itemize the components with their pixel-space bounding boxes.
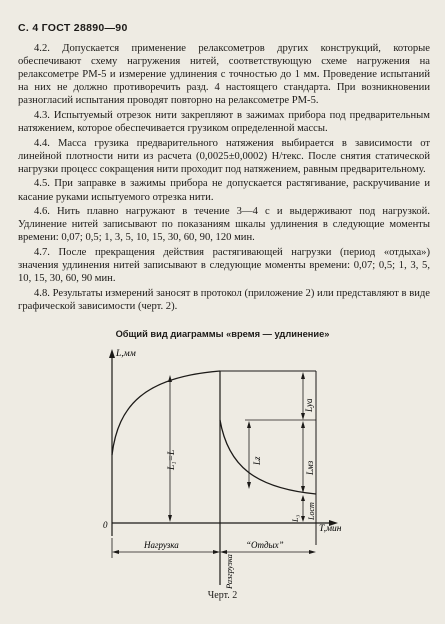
page-header: С. 4 ГОСТ 28890—90 bbox=[18, 22, 128, 34]
paragraph-4-6: 4.6. Нить плавно нагружают в течение 3—4 с и выдерживают под нагрузкой. Удлинение нитей записывают по показаниям шкалы удлинения в следующие моменты времени: 0,07; 0,5; 1, 3, 5, 10, 15, 30, 60, 90, 120 мин. bbox=[18, 206, 430, 244]
paragraph-4-4: 4.4. Масса грузика предварительного натяжения выбирается в зависимости от линейной плотности нити из расчета (0,0025±0,0002) Н/текс. После снятия статической нагрузки процесс сокращения нити проходит под натяжением, равным предварительному. bbox=[18, 137, 430, 175]
label-unload: Разгрузка bbox=[224, 554, 234, 589]
x-axis-label: T,мин bbox=[319, 524, 342, 534]
load-curve bbox=[112, 371, 220, 455]
label-l-total: L₁=L bbox=[167, 449, 177, 470]
label-l-3: L₃ bbox=[291, 514, 300, 522]
figure-caption: Общий вид диаграммы «время — удлинение» bbox=[115, 329, 330, 339]
label-rest: “Отдых” bbox=[246, 540, 284, 550]
label-load: Нагрузка bbox=[144, 540, 179, 550]
origin-label: 0 bbox=[103, 520, 108, 530]
label-l-ost: Lост bbox=[307, 502, 316, 520]
label-l-ua: Lуа bbox=[304, 398, 314, 412]
y-axis-label: L,мм bbox=[116, 349, 136, 359]
label-l-mz: Lмз bbox=[305, 460, 315, 475]
figure-number: Черт. 2 bbox=[207, 590, 238, 601]
paragraph-4-3: 4.3. Испытуемый отрезок нити закрепляют в зажимах прибора под предварительным натяжением, которое обеспечивается грузиком определенной массы. bbox=[18, 109, 430, 135]
y-axis-arrow bbox=[109, 349, 115, 358]
recovery-curve bbox=[220, 420, 316, 494]
paragraph-4-8: 4.8. Результаты измерений заносят в протокол (приложение 2) или представляют в виде графической зависимости (черт. 2). bbox=[18, 287, 430, 312]
label-l-z: Lz bbox=[252, 456, 262, 465]
paragraph-4-2: 4.2. Допускается применение релаксометров других конструкций, которые обеспечивают схему нагружения нитей, соответствующую схеме нагружения на релаксометре РМ-5 и измерение удлинения с точностью до 1 мм. Проведение испытаний на них не должно противоречить разд. 4 настоящего стандарта. При возникновении разногласий испытания проводят повторно на релаксометре РМ-5. bbox=[18, 43, 430, 107]
paragraph-4-5: 4.5. При заправке в зажимы прибора не допускается растягивание, раскручивание и касание руками испытуемого отрезка нити. bbox=[18, 178, 430, 203]
paragraph-4-7: 4.7. После прекращения действия растягивающей нагрузки (период «отдыха») значения удлинения нитей записывают в следующие моменты времени: 0,07; 0,5; 1, 3, 5, 10, 15, 30, 60, 90 мин. bbox=[18, 246, 430, 285]
